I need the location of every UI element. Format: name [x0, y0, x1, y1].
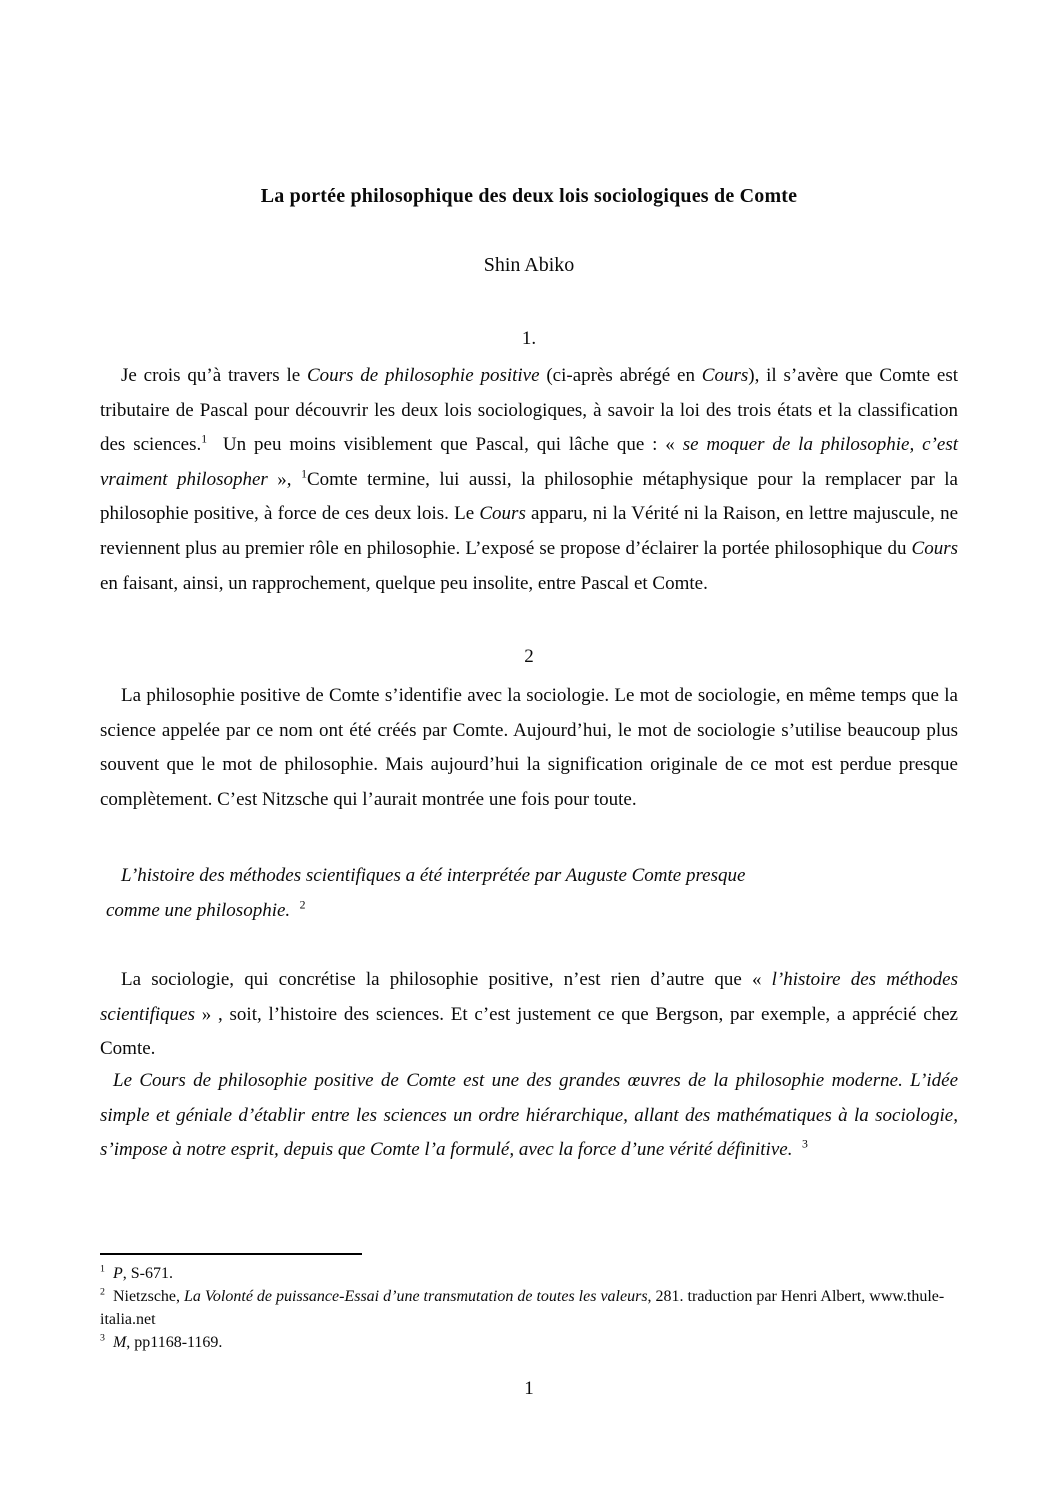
footnote-2 [100, 1285, 958, 1331]
section-2-paragraph-2 [100, 963, 958, 1067]
text-run [105, 1334, 113, 1351]
text-run: , S-671. [122, 1265, 173, 1282]
text-run: Nietzsche, [104, 1288, 185, 1305]
text-run: comme une philosophie. [106, 900, 300, 921]
text-run: apparu, ni la Vérité ni la Raison, en lettre majuscule, ne reviennent plus au premier rôle en philosophie. L’exposé se propose d’éclairer la portée philosophique du [100, 503, 958, 559]
text-run: » , soit, l’histoire des sciences. Et c’est justement ce que Bergson, par exemple, a apprécié chez Comte. [100, 1003, 958, 1060]
text-run: P [112, 1265, 123, 1282]
text-run [105, 1265, 113, 1282]
section-2-heading: 2 [524, 646, 534, 667]
text-run: l’histoire des méthodes scientifiques [100, 969, 958, 1025]
text-run: Cours de philosophie positive [306, 365, 540, 386]
text-run: », [267, 468, 302, 490]
text-run: , pp1168-1169. [126, 1334, 223, 1351]
footnote-separator [100, 1253, 362, 1255]
text-run: 3 [100, 1332, 105, 1344]
text-run: Cours [479, 503, 526, 525]
text-run: , 281. traduction par Henri Albert, www.thule-italia.net [100, 1288, 945, 1328]
text-run: Comte termine, lui aussi, la philosophie métaphysique pour la remplacer par la philosophie positive, à force de ces deux lois. Le [100, 468, 958, 525]
paper-title: La portée philosophique des deux lois sociologiques de Comte [260, 185, 798, 207]
text-run: Le Cours de philosophie positive de Comte est une des grandes œuvres de la philosophie moderne. L’idée simple et géniale d’établir entre les sciences un ordre hiérarchique, allant des mathématiques à la sociologie, s’impose à notre esprit, depuis que Comte l’a formulé, avec la force d’une vérité définitive. [100, 1070, 958, 1161]
text-run: Je crois qu’à travers le [121, 365, 307, 386]
footnote-1 [100, 1262, 958, 1285]
text-run: 1 [100, 1263, 105, 1275]
text-run: La Volonté de puissance-Essai d’une transmutation de toutes les valeurs [184, 1288, 648, 1305]
section-2-paragraph-1 [100, 679, 958, 817]
section-1-heading: 1. [521, 328, 537, 349]
text-run: se moquer de la philosophie, c’est vraiment philosopher [100, 434, 958, 490]
text-run: (ci-après abrégé en [539, 365, 702, 386]
text-run: Cours [911, 537, 958, 559]
footnotes-area [100, 1262, 958, 1354]
text-run: La sociologie, qui concrétise la philosophie positive, n’est rien d’autre que « [121, 969, 772, 990]
text-run: ), il s’avère que Comte est tributaire de Pascal pour découvrir les deux lois sociologiques, à savoir la loi des trois états et la classification des sciences. [100, 365, 958, 456]
text-run: 3 [801, 1137, 808, 1151]
text-run: en faisant, ainsi, un rapprochement, quelque peu insolite, entre Pascal et Comte. [100, 572, 708, 594]
footnote-3 [100, 1331, 958, 1354]
blockquote-1-line-2 [106, 894, 306, 929]
text-run: La philosophie positive de Comte s’identifie avec la sociologie. Le mot de sociologie, en même temps que la science appelée par ce nom ont été créés par Comte. Aujourd’hui, le mot de sociologie s’utilise beaucoup plus souvent que le mot de philosophie. Mais aujourd’hui la signification originale de ce mot est perdue presque complètement. C’est Nitzsche qui l’aurait montrée une fois pour toute. [100, 685, 958, 810]
text-run: L’histoire des méthodes scientifiques a été interprétée par Auguste Comte presque [121, 865, 746, 886]
page-number: 1 [524, 1378, 534, 1399]
text-run: 1 [201, 432, 208, 446]
text-run: 1 [301, 467, 307, 481]
text-run: Cours [701, 365, 749, 386]
paper-author: Shin Abiko [483, 254, 575, 276]
text-run: Un peu moins visiblement que Pascal, qui lâche que : « [207, 434, 683, 456]
section-1-paragraph [100, 359, 958, 601]
text-run: M [112, 1334, 127, 1351]
text-run: 2 [100, 1286, 105, 1298]
blockquote-2 [100, 1064, 958, 1168]
text-run: 2 [299, 898, 306, 912]
blockquote-1-line-1 [121, 859, 745, 894]
